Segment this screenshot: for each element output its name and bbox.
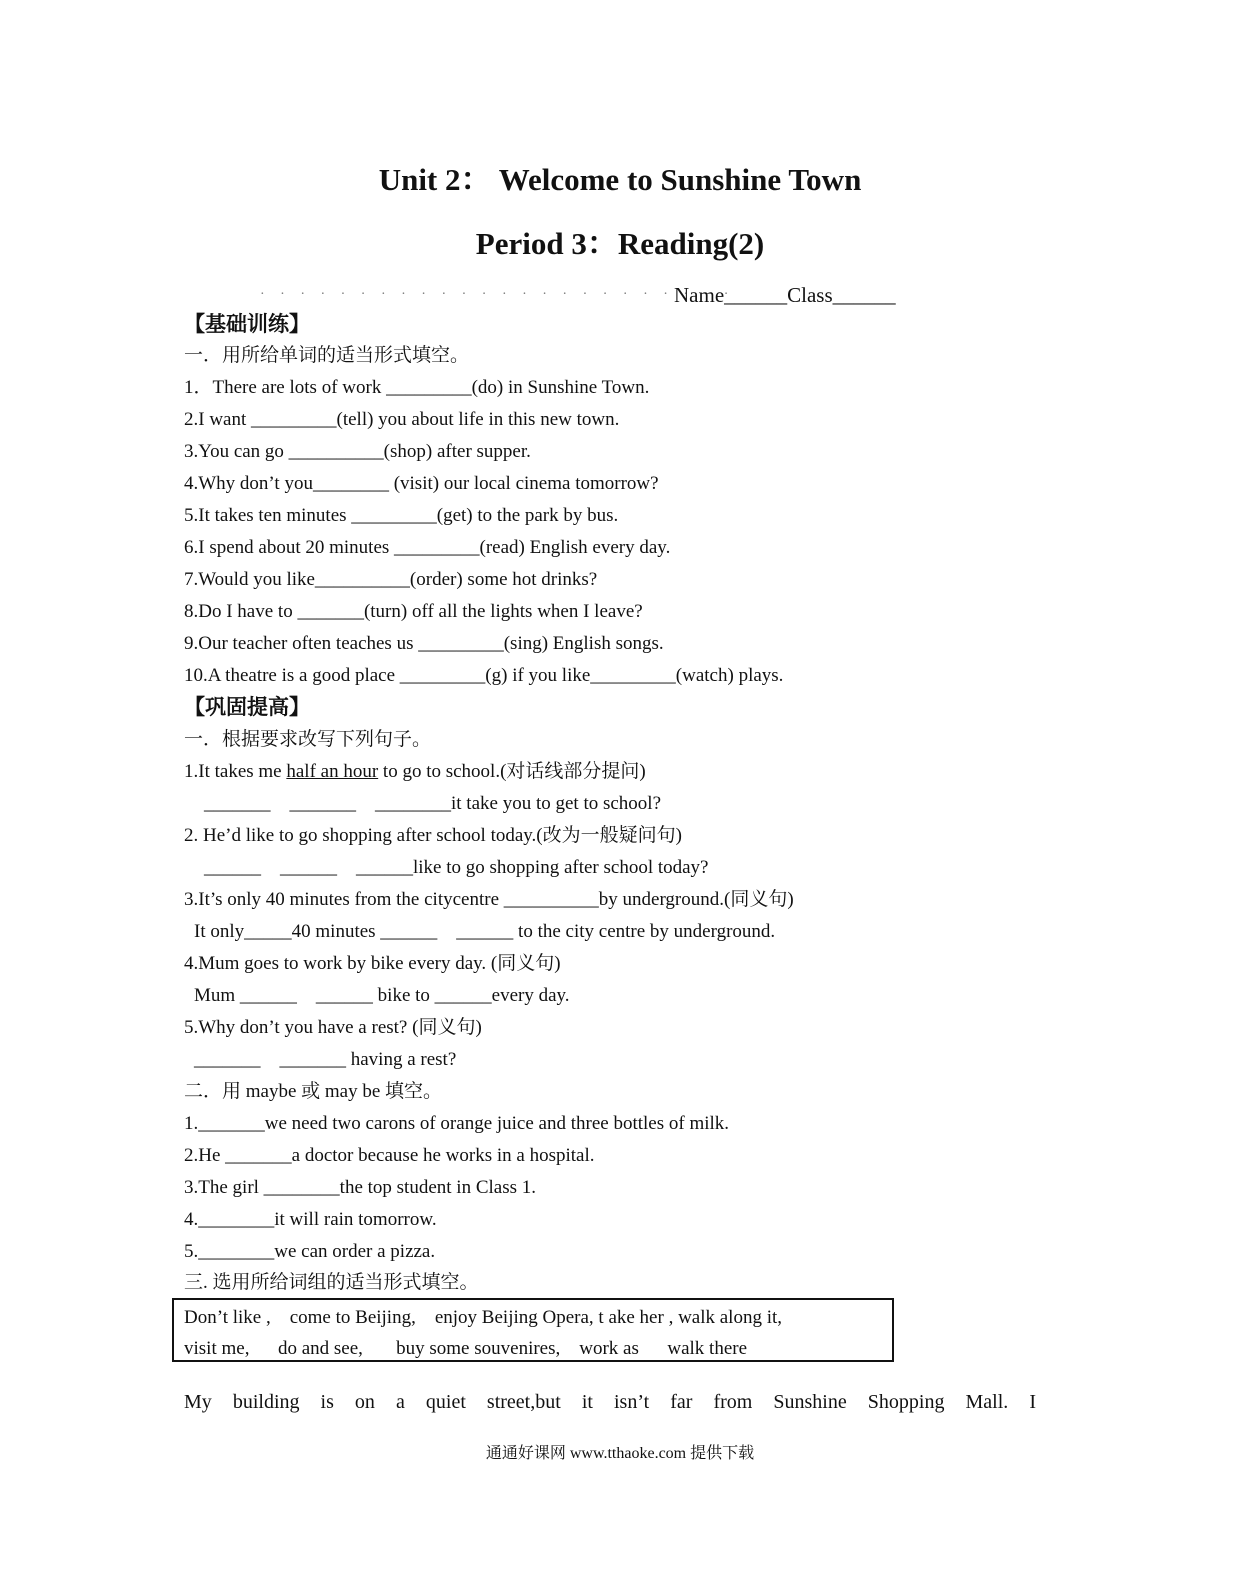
q1-after: to go to school.(对话线部分提问): [378, 761, 646, 782]
exercise-item: 1．There are lots of work _________(do) in Sunshine Town.: [184, 377, 650, 398]
exercise-item: 5.It takes ten minutes _________(get) to the park by bus.: [184, 505, 619, 526]
word-bank-line: visit me, do and see, buy some souvenires, work as walk there: [184, 1338, 748, 1359]
rewrite-answer: Mum ______ ______ bike to ______every day.: [194, 985, 570, 1006]
exercise-item: 5.________we can order a pizza.: [184, 1241, 436, 1262]
word-bank-box: [172, 1298, 894, 1362]
exercise-item: 6.I spend about 20 minutes _________(read) English every day.: [184, 537, 671, 558]
part-title: 一．根据要求改写下列句子。: [184, 729, 432, 750]
name-class-row: [0, 280, 1240, 310]
footer-source: 通通好课网 www.tthaoke.com 提供下载: [485, 1445, 755, 1462]
exercise-item: 9.Our teacher often teaches us _________(sing) English songs.: [184, 633, 664, 654]
name-class-field: Name______Class______: [674, 283, 896, 307]
exercise-item: 3.You can go __________(shop) after supper.: [184, 441, 531, 462]
exercise-item: 1._______we need two carons of orange juice and three bottles of milk.: [184, 1113, 730, 1134]
rewrite-question: 3.It’s only 40 minutes from the citycentre __________by underground.(同义句): [184, 889, 794, 910]
section-heading-consolidate: 【巩固提高】: [184, 695, 310, 719]
rewrite-answer: ______ ______ ______like to go shopping after school today?: [204, 857, 709, 878]
rewrite-question: 4.Mum goes to work by bike every day. (同义句): [184, 953, 561, 974]
exercise-item: 10.A theatre is a good place _________(g) if you like_________(watch) plays.: [184, 665, 784, 686]
word-bank-line: Don’t like , come to Beijing, enjoy Beijing Opera, t ake her , walk along it,: [184, 1307, 783, 1328]
rewrite-answer: It only_____40 minutes ______ ______ to the city centre by underground.: [194, 921, 776, 942]
exercise-item: 3.The girl ________the top student in Class 1.: [184, 1177, 537, 1198]
exercise-item: 4.________it will rain tomorrow.: [184, 1209, 437, 1230]
rewrite-answer: _______ _______ ________it take you to get to school?: [204, 793, 662, 814]
exercise-item: 8.Do I have to _______(turn) off all the lights when I leave?: [184, 601, 643, 622]
dotted-leader: · · · · · · · · · · · · · · · · · · · · · · · ·: [260, 287, 735, 302]
worksheet-title: Unit 2： Welcome to Sunshine Town: [378, 162, 862, 197]
exercise-item: 2.I want _________(tell) you about life in this new town.: [184, 409, 620, 430]
rewrite-question: 2. He’d like to go shopping after school today.(改为一般疑问句): [184, 825, 682, 846]
part-title: 三. 选用所给词组的适当形式填空。: [184, 1272, 479, 1293]
exercise-item: 4.Why don’t you________ (visit) our local cinema tomorrow?: [184, 473, 659, 494]
part-title: 二．用 maybe 或 may be 填空。: [184, 1081, 443, 1102]
rewrite-answer: _______ _______ having a rest?: [194, 1049, 457, 1070]
q1-underlined-phrase: half an hour: [286, 761, 379, 782]
exercise-item: 7.Would you like__________(order) some hot drinks?: [184, 569, 598, 590]
part-title: 一．用所给单词的适当形式填空。: [184, 345, 470, 366]
exercise-item: 2.He _______a doctor because he works in a hospital.: [184, 1145, 595, 1166]
q1-before: 1.It takes me: [184, 761, 287, 782]
passage-text: My building is on a quiet street,but it isn’t far from Sunshine Shopping Mall. I: [184, 1391, 1036, 1413]
rewrite-question: [184, 759, 646, 785]
section-heading-basic: 【基础训练】: [184, 312, 310, 336]
worksheet-subtitle: Period 3：Reading(2): [475, 226, 765, 261]
rewrite-question: 5.Why don’t you have a rest? (同义句): [184, 1017, 482, 1038]
